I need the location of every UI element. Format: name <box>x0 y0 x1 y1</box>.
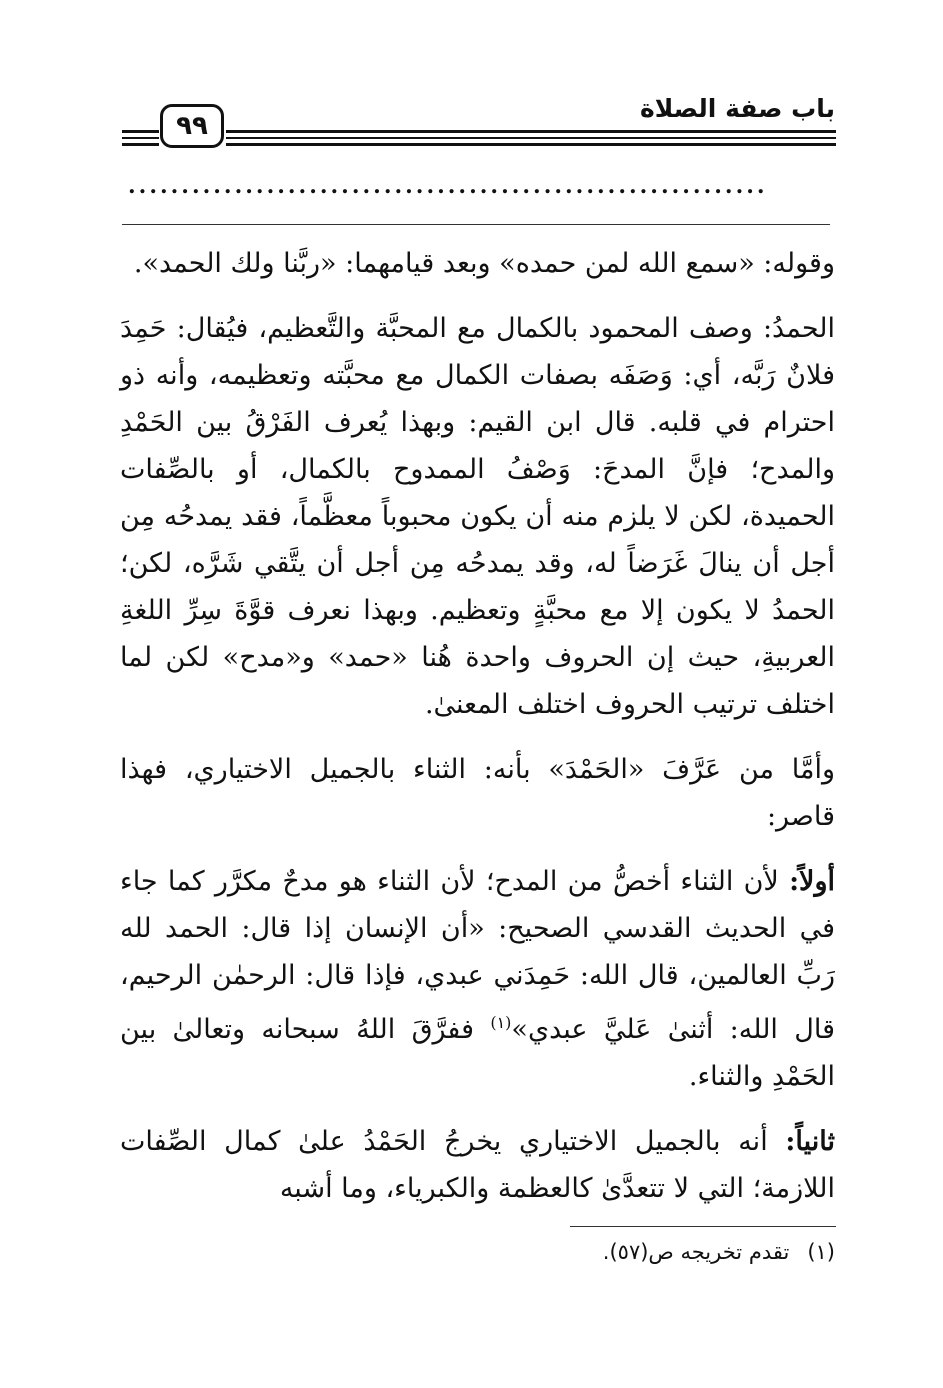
header-rule <box>122 137 159 139</box>
footnote-divider <box>570 1226 836 1227</box>
header-rule <box>226 143 836 146</box>
footnote-marker: (١) <box>490 1013 512 1032</box>
dotted-separator: ............................................................ <box>128 176 768 196</box>
chapter-title: باب صفة الصلاة <box>640 94 835 123</box>
header-rule <box>226 130 836 133</box>
section-divider <box>122 224 830 225</box>
footnote <box>120 1240 835 1264</box>
footnote-number: (١) <box>807 1240 835 1264</box>
paragraph-lead: أولاً: <box>789 866 835 897</box>
header-rule <box>122 130 159 133</box>
header-rule <box>226 137 836 139</box>
paragraph-lead: ثانياً: <box>785 1126 835 1157</box>
page-number-badge: ٩٩ <box>160 104 224 148</box>
paragraph: وأمَّا من عَرَّفَ «الحَمْدَ» بأنه: الثناء بالجميل الاختياري، فهذا قاصر: <box>120 754 835 832</box>
paragraph-text: لأن الثناء أخصُّ من المدح؛ لأن الثناء هو مدحٌ مكرَّر كما جاء في الحديث القدسي الصحيح: «أن الإنسان إذا قال: الحمد لله رَبِّ العالمين، قال الله: حَمِدَني عبدي، فإذا قال: الرحمٰن الرحيم، قال الله: أثنىٰ عَليَّ عبدي» <box>120 866 835 1045</box>
paragraph: وقوله: «سمع الله لمن حمده» وبعد قيامهما: «ربَّنا ولك الحمد». <box>133 248 835 279</box>
header-rule <box>122 143 159 146</box>
paragraph-text: أنه بالجميل الاختياري يخرجُ الحَمْدُ علىٰ كمال الصِّفات اللازمة؛ التي لا تتعدَّىٰ كالعظمة والكبرياء، وما أشبه <box>120 1126 835 1204</box>
paragraph <box>120 858 835 1100</box>
paragraph <box>120 1118 835 1212</box>
paragraph-text: ففرَّقَ اللهُ سبحانه وتعالىٰ بين الحَمْدِ والثناء. <box>120 1014 835 1092</box>
footnote-text: تقدم تخريجه ص(٥٧). <box>602 1240 790 1264</box>
paragraph: الحمدُ: وصف المحمود بالكمال مع المحبَّة والتَّعظيم، فيُقال: حَمِدَ فلانٌ رَبَّه، أي: وَصَفَه بصفات الكمال مع محبَّته وتعظيمه، وأنه ذو احترام في قلبه. قال ابن القيم: وبهذا يُعرف الفَرْقُ بين الحَمْدِ والمدح؛ فإنَّ المدحَ: وَصْفُ الممدوح بالكمال، أو بالصِّفات الحميدة، لكن لا يلزم منه أن يكون محبوباً معظَّماً، فقد يمدحُه مِن أجل أن ينالَ غَرَضاً له، وقد يمدحُه مِن أجل أن يتَّقي شَرَّه، لكن؛ الحمدُ لا يكون إلا مع محبَّةٍ وتعظيم. وبهذا نعرف قوَّةَ سِرِّ اللغةِ العربيةِ، حيث إن الحروف واحدة هُنا «حمد» و«مدح» لكن لما اختلف ترتيب الحروف اختلف المعنىٰ. <box>120 313 835 720</box>
main-text <box>120 240 835 1212</box>
